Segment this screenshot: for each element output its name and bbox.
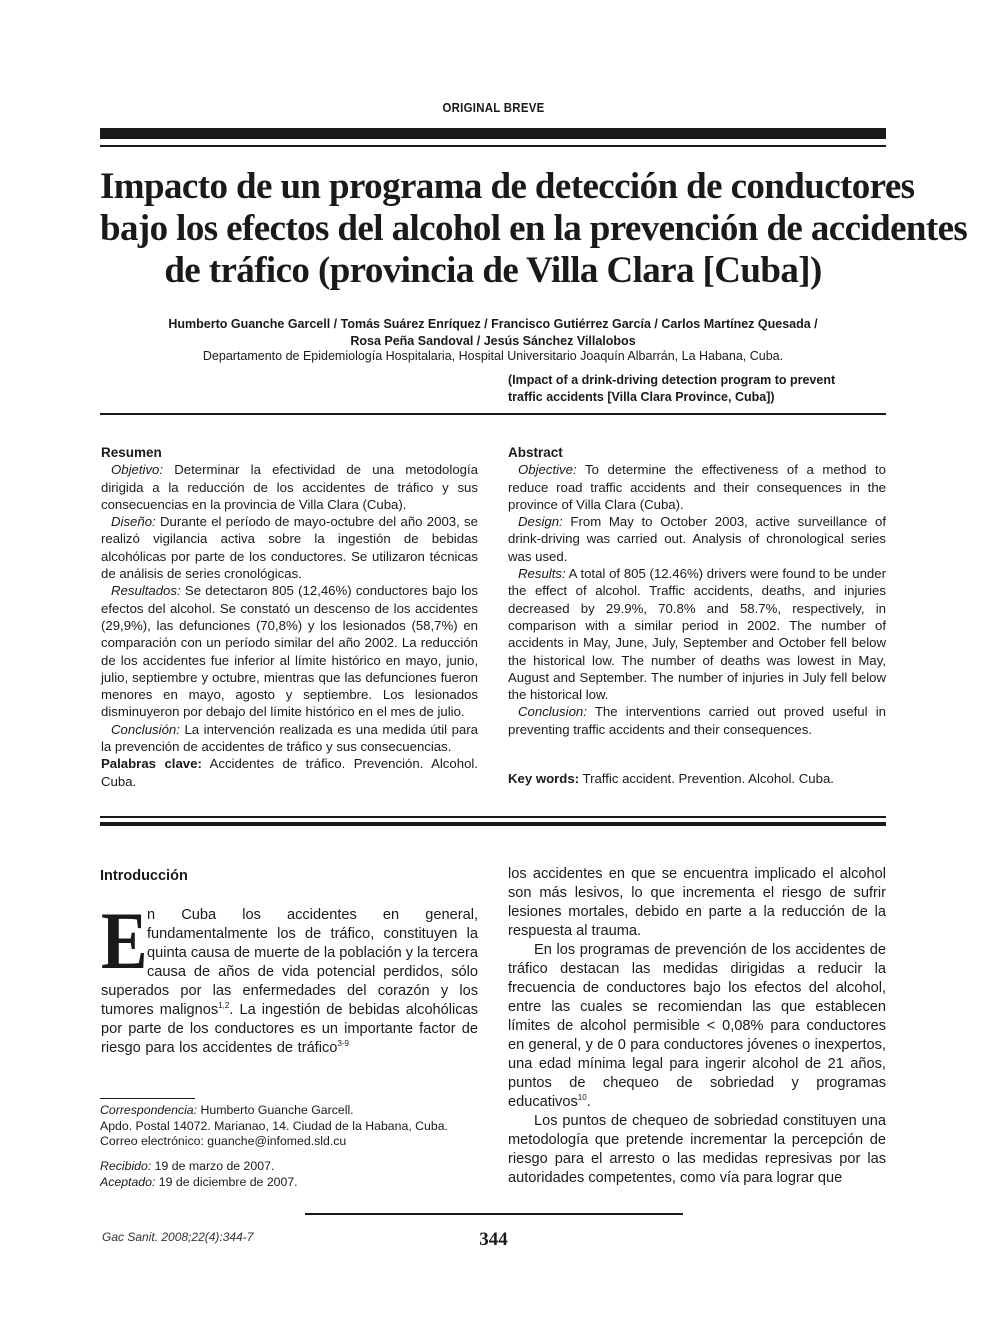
intro-paragraph-1-start: En Cuba los accidentes en general, fundamentalmente los de tráfico, constituyen la quinta causa de muerte de la población y la tercera causa de años de vida potencial perdidos, sólo superados por las enfermedades del corazón y los tumores malignos$^{1,2}$. La ingestión de bebidas alcohólicas por parte de los conductores es un importante factor de riesgo para los accidentes de tráfico$^{3-9}$ <box>101 895 478 1056</box>
resumen-heading: Resumen <box>101 445 162 460</box>
english-title-line-2: traffic accidents [Villa Clara Province, Cuba]) <box>508 390 775 404</box>
english-title-line-1: (Impact of a drink-driving detection program to prevent <box>508 373 836 387</box>
dates-block: Recibido: 19 de marzo de 2007. Aceptado: 19 de diciembre de 2007. <box>100 1159 298 1189</box>
abstract-bottom-rule-2 <box>100 822 886 826</box>
abstract-keywords-block <box>508 770 886 787</box>
drop-cap: E <box>101 895 148 986</box>
abstract-design: Design: From May to October 2003, active surveillance of drink-driving was carried out. Analysis of chronological series was used. <box>508 514 886 564</box>
abstract-results: Results: A total of 805 (12.46%) drivers were found to be under the effect of alcohol. Traffic accidents, deaths, and injuries decreased by 29.9%, 70.8% and 58.7%, respectively, in comparison with a similar period in 2002. The number of accidents in May, June, July, September and October fell below the historical low. The number of deaths was lowest in May, August and September. The number of injuries in July fell below the historical low. <box>508 566 886 703</box>
title-line-3: de tráfico (provincia de Villa Clara [Cuba]) <box>164 250 822 291</box>
resumen-conclusion: Conclusión: La intervención realizada es una medida útil para la prevención de accidentes de tráfico y sus consecuencias. <box>101 721 478 755</box>
section-label: ORIGINAL BREVE <box>442 100 545 115</box>
intro-left-column <box>101 895 478 1134</box>
title-line-1: Impacto de un programa de detección de conductores <box>100 166 915 207</box>
author-list <box>100 316 886 350</box>
email: Correo electrónico: guanche@infomed.sld.cu <box>100 1134 347 1148</box>
resumen-keywords: Palabras clave: Accidentes de tráfico. Prevención. Alcohol. Cuba. <box>101 756 478 789</box>
intro-p1-tail: los accidentes en que se encuentra implicado el alcohol son más lesivos, lo que incrementa el riesgo de sufrir lesiones mortales, debido en parte a la reducción de la respuesta al trauma. <box>508 866 886 939</box>
title-line-2: bajo los efectos del alcohol en la prevención de accidentes <box>100 208 968 249</box>
authors-line-2: Rosa Peña Sandoval / Jesús Sánchez Villalobos <box>350 334 636 348</box>
intro-right-column <box>508 865 886 1188</box>
english-title <box>508 372 888 406</box>
abstract-top-rule <box>100 413 886 415</box>
resumen-diseno: Diseño: Durante el período de mayo-octubre del año 2003, se realizó vigilancia activa sobre la ingestión de bebidas alcohólicas por parte de los conductores. Se utilizaron técnicas de análisis de series cronológicas. <box>101 514 478 582</box>
header-rule-thin <box>100 145 886 147</box>
column-break-mask <box>96 1062 486 1098</box>
abstract-bottom-rule-1 <box>100 816 886 818</box>
intro-paragraph-2: En los programas de prevención de los accidentes de tráfico destacan las medidas dirigidas a reducir la frecuencia de conductores bajo los efectos del alcohol, entre las cuales se recomiendan las que establecen límites de alcohol permisible < 0,08% para conductores en general, y de 0 para conductores jóvenes o inexpertos, una edad mínima legal para ingerir alcohol de 21 años, puntos de chequeo de sobriedad y programas educativos$^{10}$. <box>508 942 886 1110</box>
resumen-column <box>101 444 478 790</box>
abstract-column <box>508 444 886 738</box>
footnote-rule <box>100 1098 195 1099</box>
abstract-heading: Abstract <box>508 445 563 460</box>
journal-citation: Gac Sanit. 2008;22(4):344-7 <box>102 1230 254 1244</box>
resumen-resultados: Resultados: Se detectaron 805 (12,46%) conductores bajo los efectos del alcohol. Se constató un descenso de los accidentes (29,9%), las defunciones (70,8%) y los lesionados (58,7%) en comparación con un período similar del año 2002. La reducción de los accidentes fue inferior al límite histórico en mayo, junio, julio, septiembre y octubre, mientras que las defunciones fueron menores en mayo, agosto y septiembre. Los lesionados disminuyeron por debajo del límite histórico en el mes de julio. <box>101 583 478 720</box>
resumen-objetivo: Objetivo: Determinar la efectividad de una metodología dirigida a la reducción de los accidentes de tráfico y sus consecuencias en la provincia de Villa Clara (Cuba). <box>101 462 478 512</box>
footer-rule <box>305 1213 683 1215</box>
affiliation: Departamento de Epidemiología Hospitalaria, Hospital Universitario Joaquín Albarrán, La Habana, Cuba. <box>202 349 784 363</box>
abstract-keywords: Key words: Traffic accident. Prevention. Alcohol. Cuba. <box>508 771 834 786</box>
intro-heading: Introducción <box>100 868 188 884</box>
authors-line-1: Humberto Guanche Garcell / Tomás Suárez Enríquez / Francisco Gutiérrez García / Carlos Martínez Quesada / <box>168 317 818 331</box>
header-rule-thick <box>100 128 886 139</box>
abstract-objective: Objective: To determine the effectiveness of a method to reduce road traffic accidents and their consequences in the province of Villa Clara (Cuba). <box>508 462 886 512</box>
abstract-conclusion: Conclusion: The interventions carried out proved useful in preventing traffic accidents and their consequences. <box>508 704 886 737</box>
correspondence-block: Correspondencia: Humberto Guanche Garcell. Apdo. Postal 14072. Marianao, 14. Ciudad de la Habana, Cuba. Correo electrónico: guanche@infomed.sld.cu <box>100 1103 500 1150</box>
page-number: 344 <box>479 1229 508 1250</box>
intro-paragraph-3: Los puntos de chequeo de sobriedad constituyen una metodología que pretende incrementar la percepción de riesgo para el arresto o las medidas represivas por las autoridades competentes, como vía para lograr que <box>508 1113 886 1186</box>
article-title <box>100 166 968 292</box>
